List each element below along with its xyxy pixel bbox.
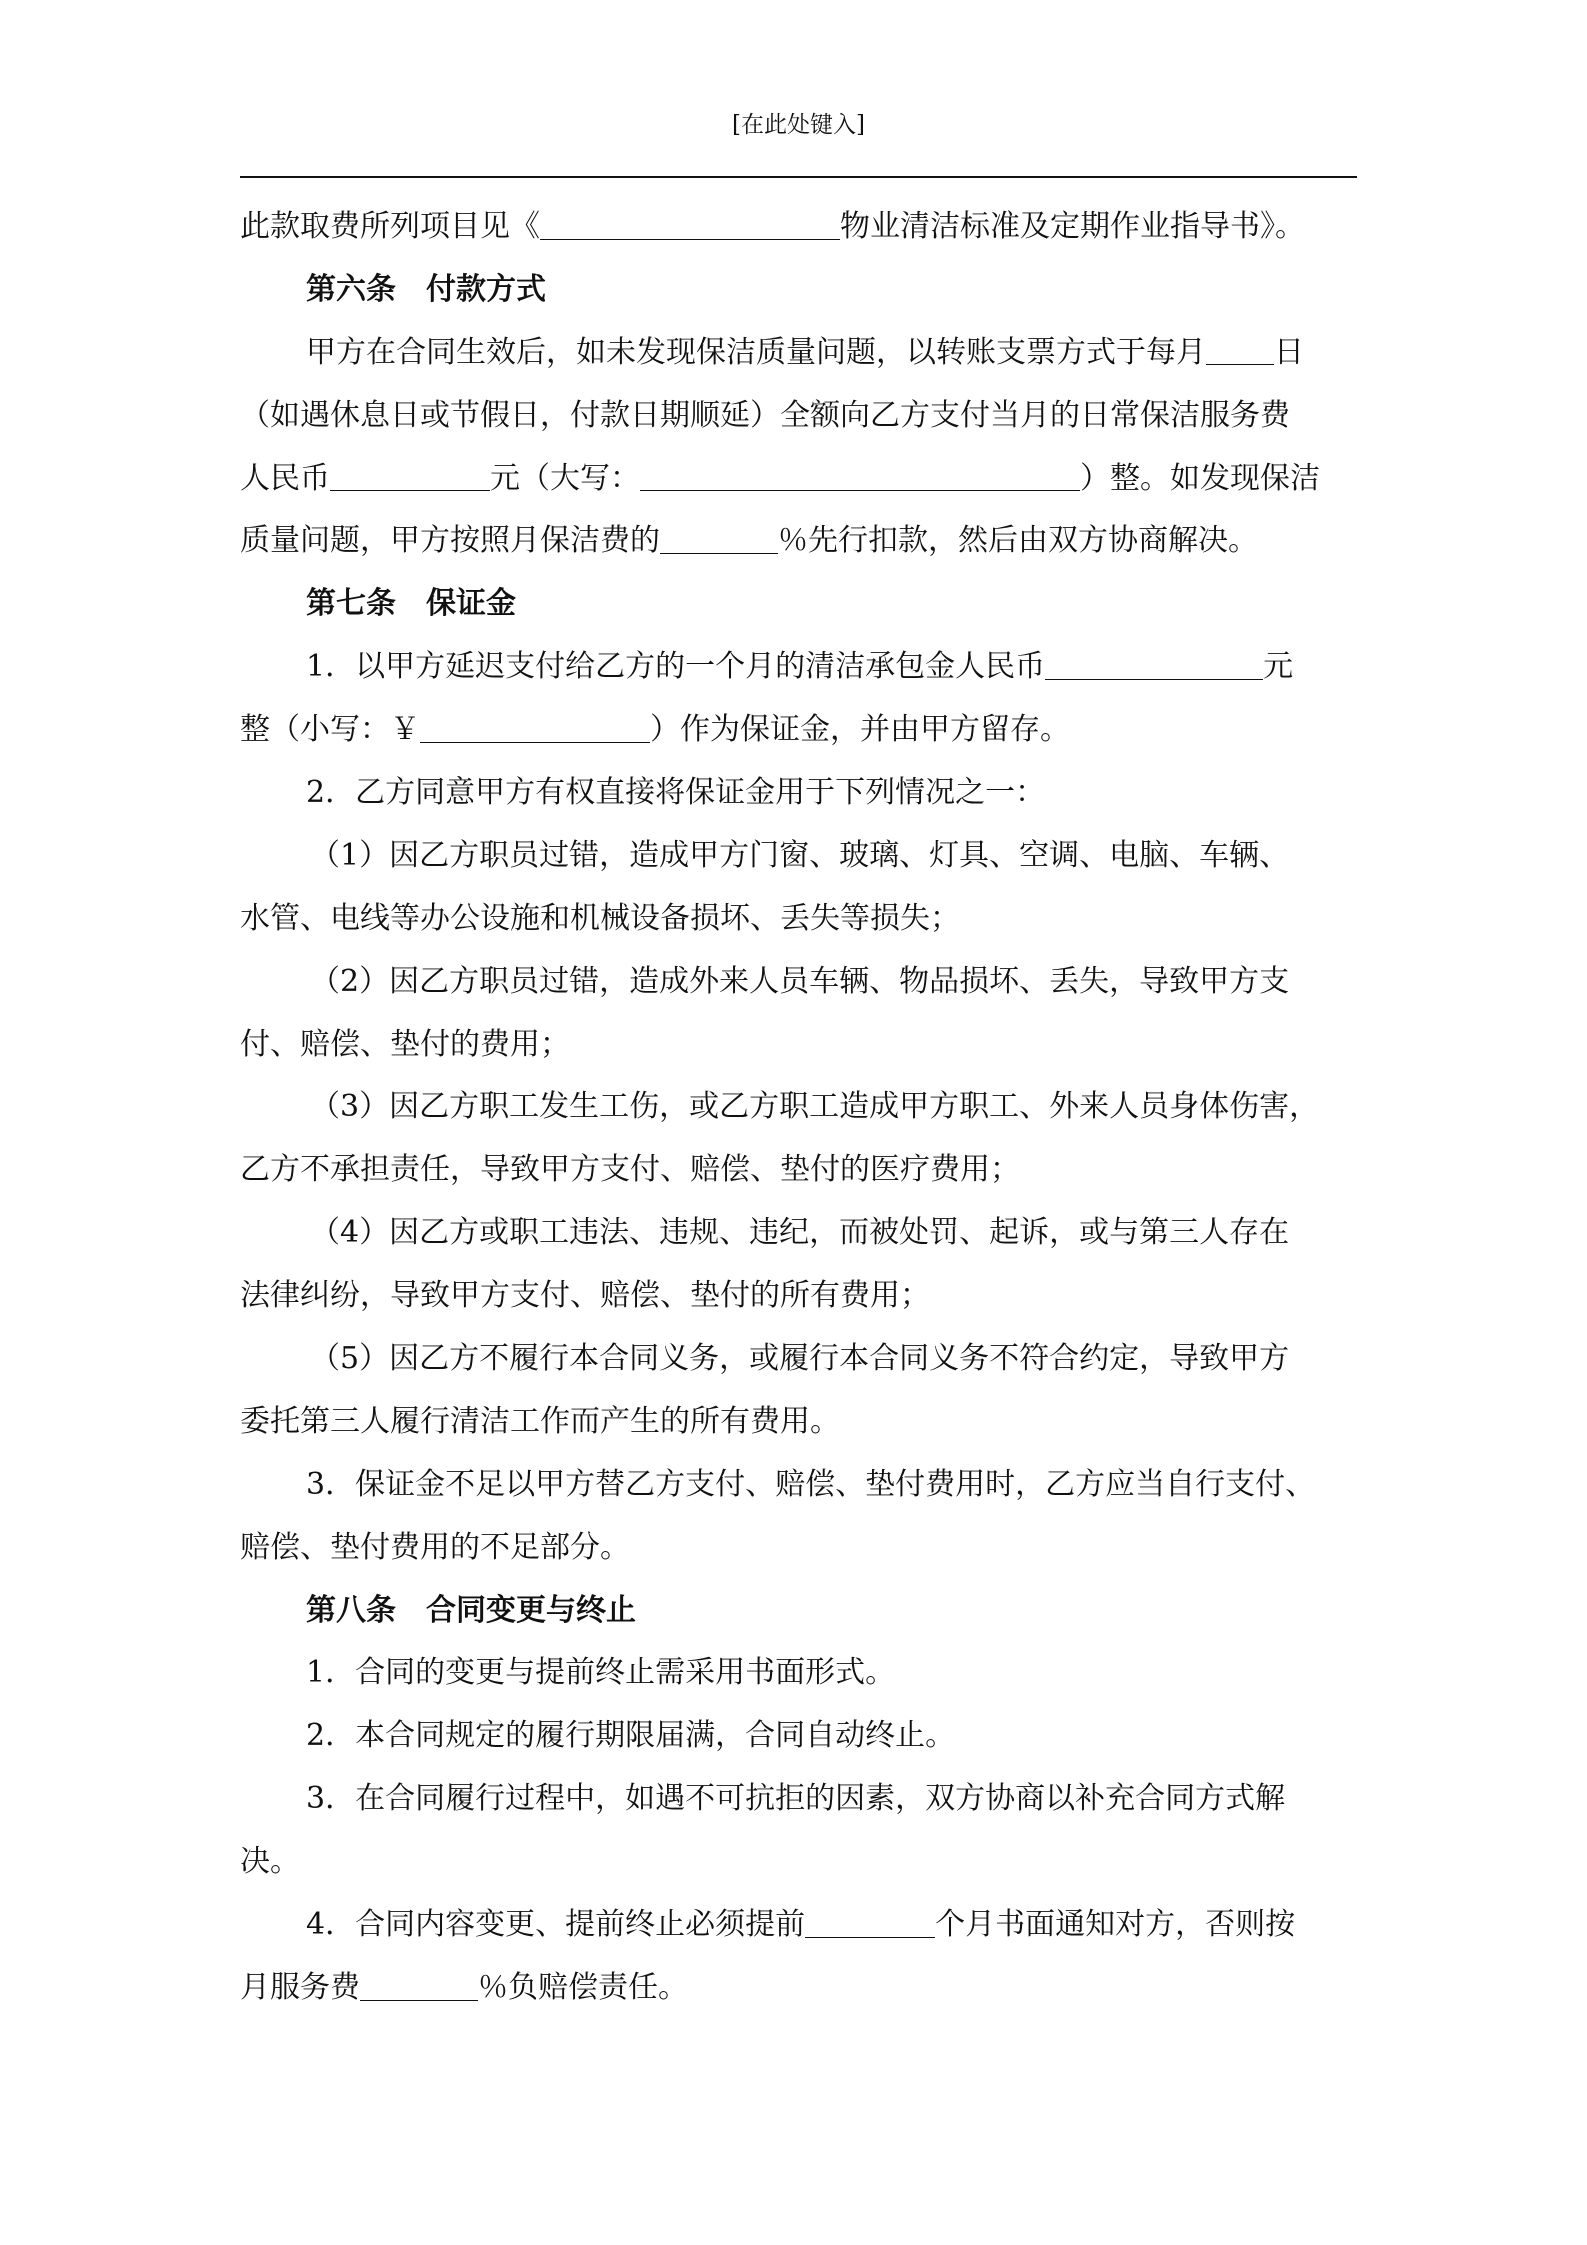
paragraph-text: ％先行扣款，然后由双方协商解决。 (778, 523, 1258, 559)
paragraph-text: 质量问题，甲方按照月保洁费的 (240, 523, 660, 559)
clause-4-line-1 (240, 1202, 1357, 1265)
paragraph-text: 元 (1263, 649, 1294, 685)
paragraph-text: 赔偿、垫付费用的不足部分。 (240, 1529, 630, 1565)
paragraph-text: 元（大写： (490, 460, 640, 496)
deduction-percent-blank (660, 524, 778, 554)
clause-text: （5）因乙方不履行本合同义务，或履行本合同义务不符合约定，导致甲方 (310, 1341, 1290, 1377)
fee-amount-blank (330, 461, 490, 491)
paragraph-text: 日 (1274, 334, 1304, 370)
deposit-figure-blank (420, 713, 650, 743)
deposit-amount-blank (1045, 650, 1263, 680)
clause-5-line-2 (240, 1391, 1357, 1454)
paragraph-text: （如遇休息日或节假日，付款日期顺延）全额向乙方支付当月的日常保洁服务费 (240, 397, 1290, 433)
paragraph-text: 1．合同的变更与提前终止需采用书面形式。 (306, 1655, 896, 1691)
article-7-p3-line-2 (240, 1517, 1357, 1580)
paragraph-text: 月服务费 (240, 1969, 360, 2005)
article-8-p2 (240, 1705, 1357, 1768)
article-7-p2 (240, 762, 1357, 825)
article-6-line-2 (240, 385, 1357, 448)
paragraph-text: 2．乙方同意甲方有权直接将保证金用于下列情况之一： (306, 775, 1046, 811)
clause-4-line-2 (240, 1265, 1357, 1328)
article-title: 合同变更与终止 (426, 1592, 636, 1628)
clause-1-line-1 (240, 825, 1357, 888)
header-divider (240, 176, 1357, 178)
clause-text: 水管、电线等办公设施和机械设备损坏、丢失等损失； (240, 900, 960, 936)
clause-text: 付、赔偿、垫付的费用； (240, 1026, 570, 1062)
intro-text: 此款取费所列项目见《 (240, 209, 540, 244)
page-header: [在此处键入] (732, 112, 865, 138)
article-7-p3-line-1 (240, 1454, 1357, 1517)
article-7-heading (240, 573, 1357, 636)
document-body (240, 196, 1357, 2020)
paragraph-text: 4．合同内容变更、提前终止必须提前 (306, 1907, 806, 1943)
article-8-p4-line-2 (240, 1957, 1357, 2020)
intro-line (240, 196, 1357, 259)
clause-text: 委托第三人履行清洁工作而产生的所有费用。 (240, 1403, 840, 1439)
paragraph-text: ）整。如发现保洁 (1080, 460, 1320, 496)
paragraph-text: 1．以甲方延迟支付给乙方的一个月的清洁承包金人民币 (306, 649, 1046, 685)
clause-3-line-2 (240, 1139, 1357, 1202)
penalty-percent-blank (360, 1971, 478, 2001)
article-number: 第八条 (306, 1592, 396, 1628)
paragraph-text: 整（小写：￥ (240, 712, 420, 748)
notice-months-blank (805, 1908, 935, 1938)
paragraph-text: ）作为保证金，并由甲方留存。 (650, 712, 1070, 748)
clause-text: 乙方不承担责任，导致甲方支付、赔偿、垫付的医疗费用； (240, 1152, 1020, 1188)
clause-2-line-2 (240, 1014, 1357, 1077)
article-number: 第六条 (306, 271, 396, 307)
paragraph-text: ％负赔偿责任。 (478, 1969, 688, 2005)
paragraph-text: 人民币 (240, 460, 330, 496)
clause-text: 法律纠纷，导致甲方支付、赔偿、垫付的所有费用； (240, 1278, 930, 1314)
fee-amount-words-blank (640, 461, 1080, 491)
article-6-heading (240, 259, 1357, 322)
clause-text: （2）因乙方职员过错，造成外来人员车辆、物品损坏、丢失，导致甲方支 (310, 963, 1290, 999)
payment-day-blank (1206, 335, 1274, 365)
article-6-line-4 (240, 510, 1357, 573)
intro-text-end: 物业清洁标准及定期作业指导书》。 (840, 209, 1305, 244)
paragraph-text: 2．本合同规定的履行期限届满，合同自动终止。 (306, 1718, 956, 1754)
clause-1-line-2 (240, 888, 1357, 951)
clause-3-line-1 (240, 1076, 1357, 1139)
clause-text: （4）因乙方或职工违法、违规、违纪，而被处罚、起诉，或与第三人存在 (310, 1215, 1290, 1251)
clause-5-line-1 (240, 1328, 1357, 1391)
clause-2-line-1 (240, 951, 1357, 1014)
article-7-p1-line-1 (240, 636, 1357, 699)
paragraph-text: 个月书面通知对方，否则按 (935, 1907, 1296, 1943)
article-8-p1 (240, 1642, 1357, 1705)
article-number: 第七条 (306, 586, 396, 622)
article-8-p4-line-1 (240, 1894, 1357, 1957)
paragraph-text: 3．在合同履行过程中，如遇不可抗拒的因素，双方协商以补充合同方式解 (306, 1781, 1286, 1817)
guide-name-blank (540, 210, 840, 240)
article-6-line-3 (240, 448, 1357, 511)
paragraph-text: 决。 (240, 1844, 300, 1880)
article-7-p1-line-2 (240, 699, 1357, 762)
article-title: 保证金 (426, 586, 516, 622)
article-8-p3-line-2 (240, 1831, 1357, 1894)
clause-text: （3）因乙方职工发生工伤，或乙方职工造成甲方职工、外来人员身体伤害， (310, 1089, 1320, 1125)
paragraph-text: 3．保证金不足以甲方替乙方支付、赔偿、垫付费用时，乙方应当自行支付、 (306, 1466, 1316, 1502)
clause-text: （1）因乙方职员过错，造成甲方门窗、玻璃、灯具、空调、电脑、车辆、 (310, 837, 1290, 873)
paragraph-text: 甲方在合同生效后，如未发现保洁质量问题，以转账支票方式于每月 (306, 334, 1206, 370)
article-6-line-1 (240, 322, 1357, 385)
article-8-heading (240, 1580, 1357, 1643)
article-8-p3-line-1 (240, 1768, 1357, 1831)
article-title: 付款方式 (426, 271, 546, 307)
